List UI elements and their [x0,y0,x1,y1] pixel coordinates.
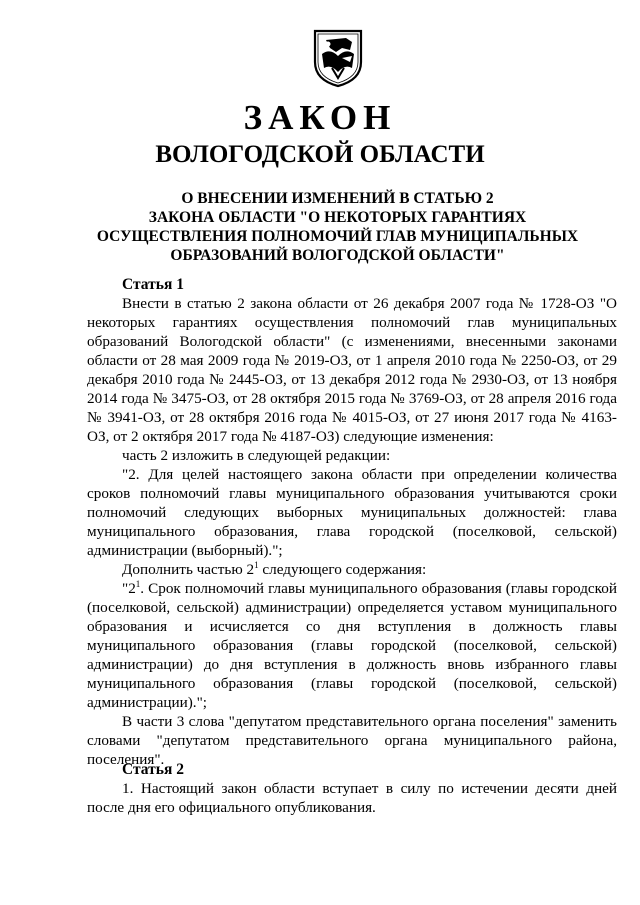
article-1-item-2 [87,560,617,579]
heading-line: О ВНЕСЕНИИ ИЗМЕНЕНИЙ В СТАТЬЮ 2 [181,190,494,207]
article-1-title: Статья 1 [122,276,184,293]
article-1-quote-1: "2. Для целей настоящего закона области при определении количества сроков полномочий главы муниципального образования учитываются сроки полномочий следующих выборных муниципальных должностей: глава муниципального образования, глава городской (поселковой, сельской) администрации (выборный)."; [87,466,617,559]
item-2-text: Дополнить частью 2 [122,561,255,578]
heading-line: ЗАКОНА ОБЛАСТИ "О НЕКОТОРЫХ ГАРАНТИЯХ [148,209,527,226]
article-1-item-1: часть 2 изложить в следующей редакции: [122,447,391,464]
article-1-intro: Внести в статью 2 закона области от 26 декабря 2007 года № 1728-ОЗ "О некоторых гарантиях осуществления полномочий глав муниципальных образований Вологодской области" (с изменениями, внесенными законами области от 28 мая 2009 года № 2019-ОЗ, от 1 апреля 2010 года № 2250-ОЗ, от 29 декабря 2010 года № 2445-ОЗ, от 13 декабря 2012 года № 2930-ОЗ, от 13 ноября 2014 года № 3475-ОЗ, от 28 октября 2015 года № 3769-ОЗ, от 28 апреля 2016 года № 3941-ОЗ, от 28 октября 2016 года № 4015-ОЗ, от 27 июня 2017 года № 4163-ОЗ, от 2 октября 2017 года № 4187-ОЗ) следующие изменения: [87,295,617,445]
article-2-text: 1. Настоящий закон области вступает в силу по истечении десяти дней после дня его официального опубликования. [87,780,617,816]
article-2-title: Статья 2 [122,761,184,778]
law-heading [60,189,615,265]
heading-line: ОБРАЗОВАНИЙ ВОЛОГОДСКОЙ ОБЛАСТИ" [170,247,505,264]
item-2-text-end: следующего содержания: [258,561,427,578]
article-2-body [87,779,617,817]
quote-2-start: "2 [122,580,136,597]
quote-2-text: . Срок полномочий главы муниципального образования (главы городской (поселковой, сельской) администрации) определяется уставом муниципального образования и исчисляется со дня вступления в должность главы муниципального образования (главы городской (поселковой, сельской) администрации) до дня вступления в должность вновь избранного главы муниципального образования (главы городской (поселковой, сельской) администрации)."; [87,580,617,711]
article-1-quote-2 [87,579,617,712]
item-2-superscript: 1 [254,559,259,570]
document-title: ЗАКОН [243,98,397,137]
quote-2-superscript: 1 [135,578,141,589]
article-1-item-3: В части 3 слова "депутатом представительного органа поселения" заменить словами "депутатом представительного органа муниципального района, поселения". [87,713,617,768]
coat-of-arms-emblem [312,28,364,88]
document-subtitle: ВОЛОГОДСКОЙ ОБЛАСТИ [155,141,485,168]
heading-line: ОСУЩЕСТВЛЕНИЯ ПОЛНОМОЧИЙ ГЛАВ МУНИЦИПАЛЬНЫХ [96,228,579,245]
article-1-body [87,294,617,769]
